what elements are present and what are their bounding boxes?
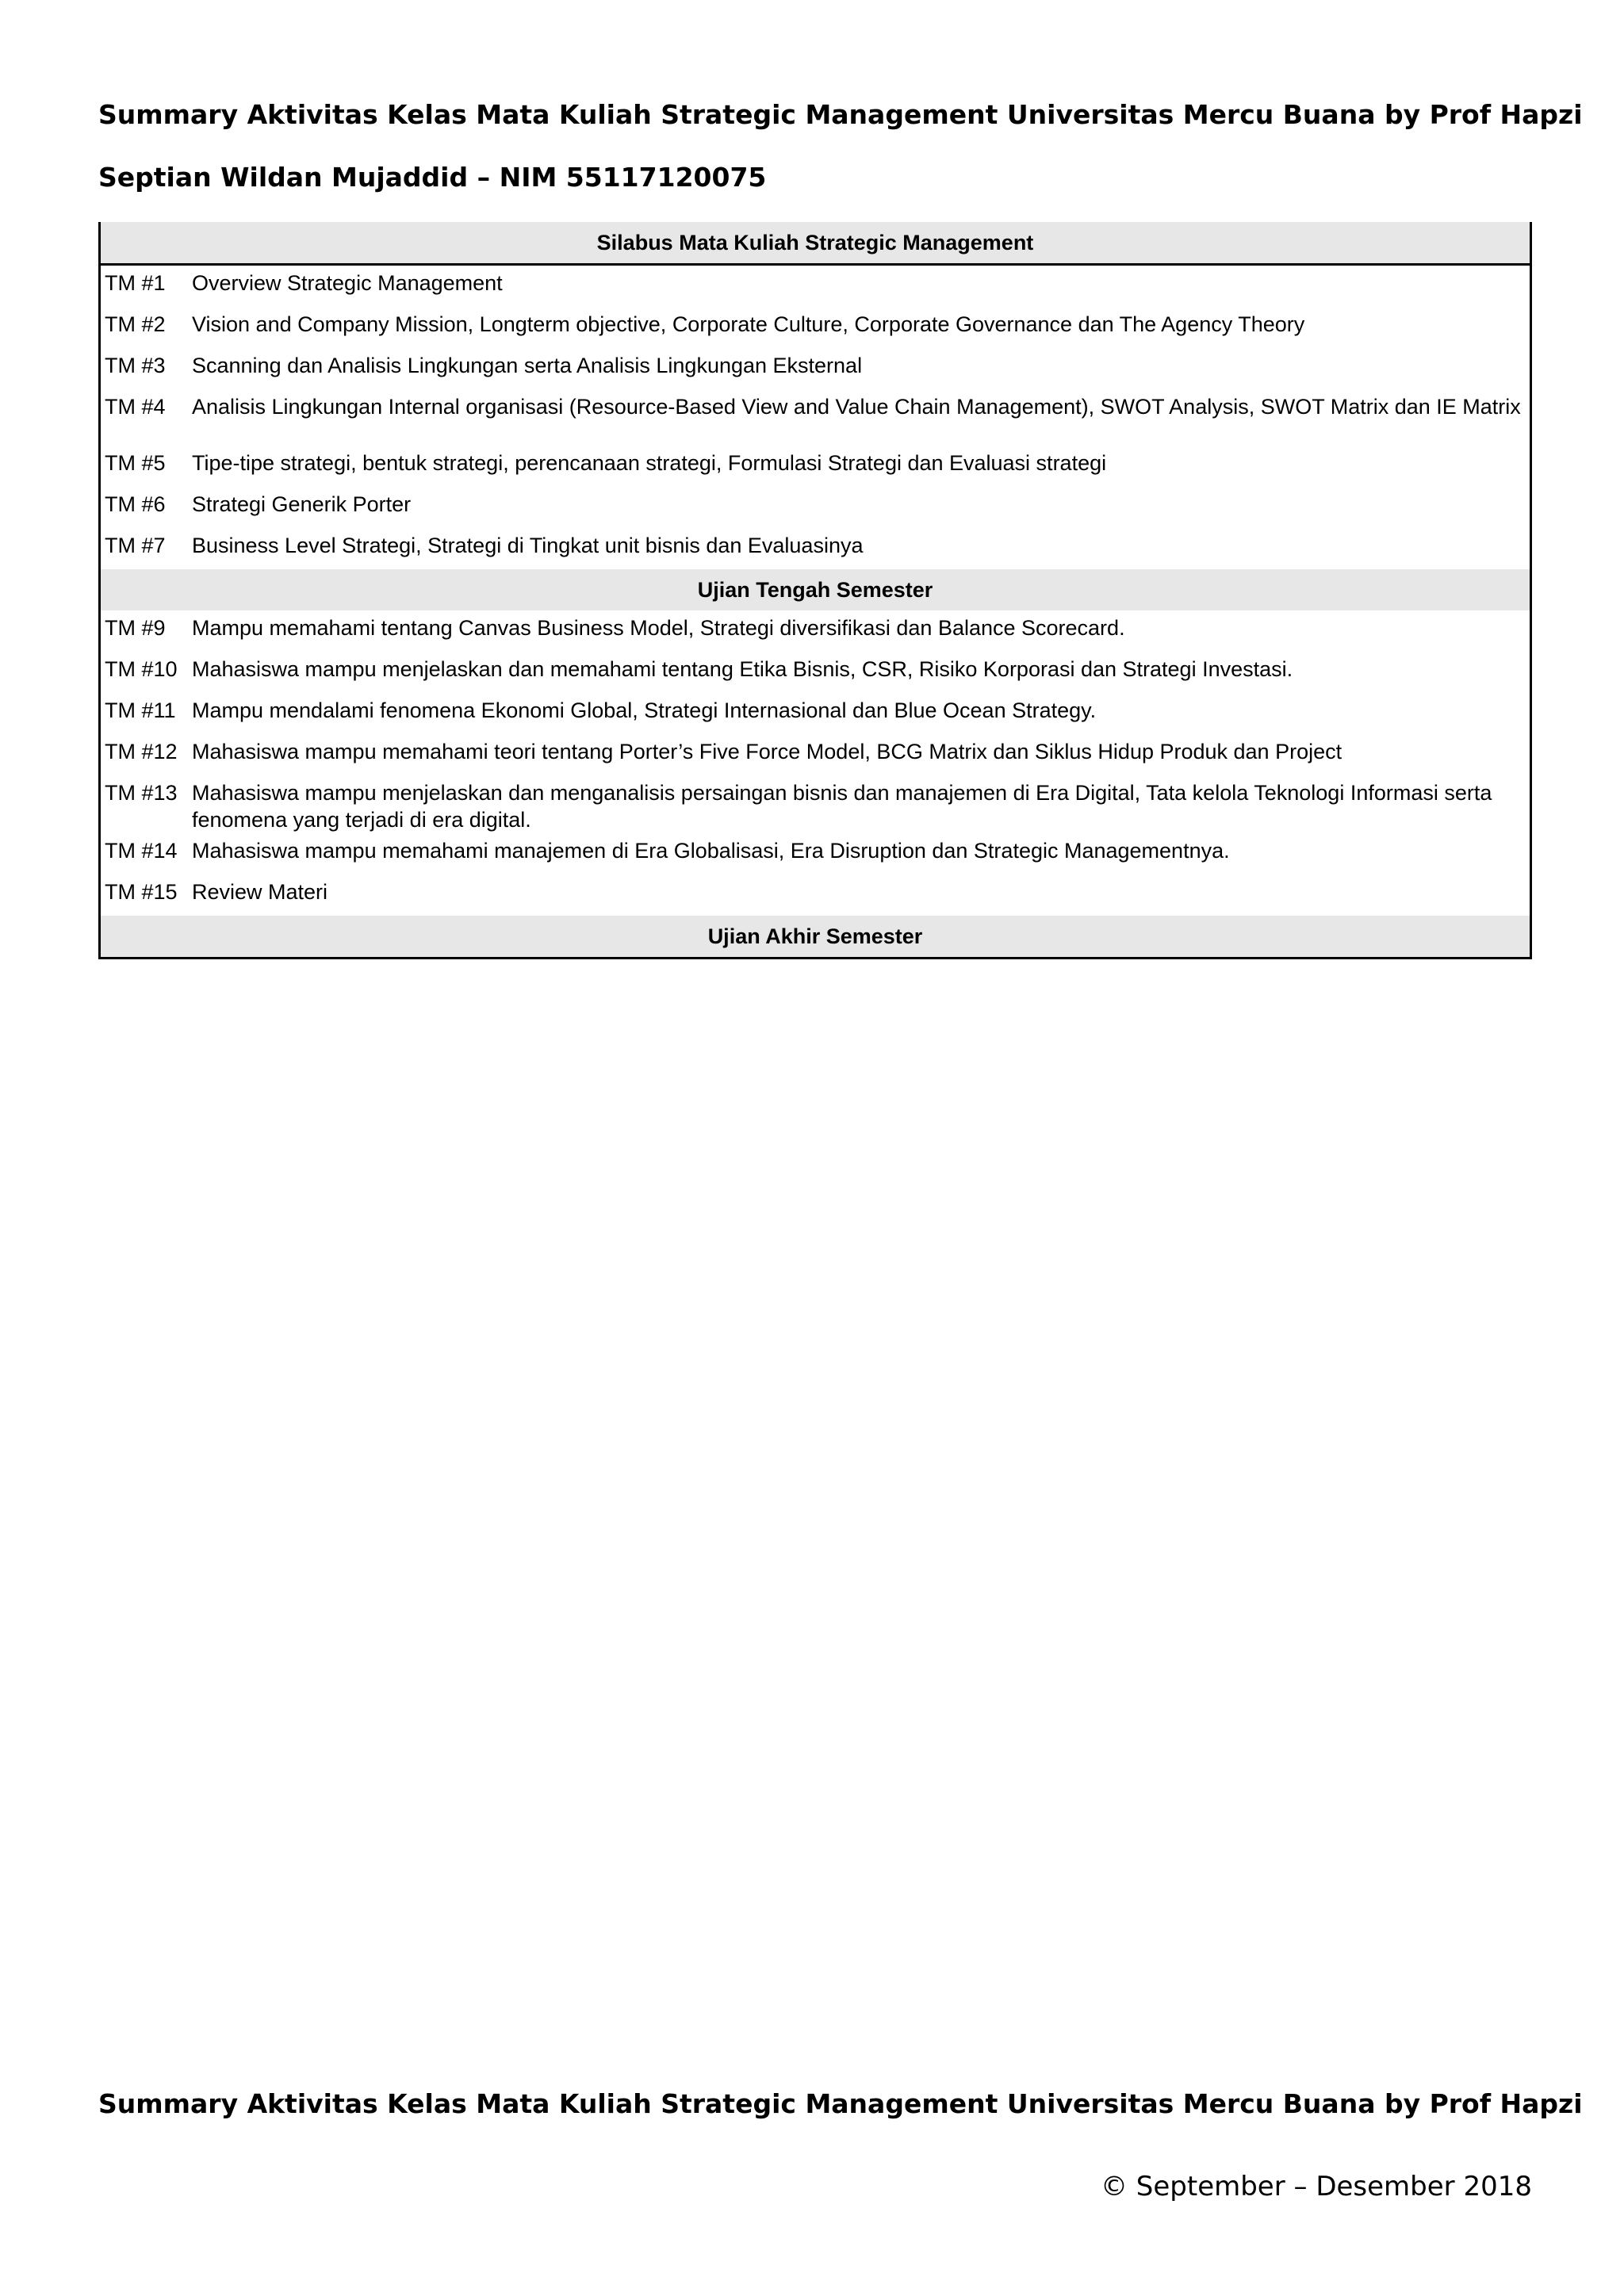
- session-topic: Analisis Lingkungan Internal organisasi (Resource-Based View and Value Chain Management), SWOT Analysis, SWOT Matrix dan IE Matrix: [192, 395, 1521, 419]
- final-exam-band: Ujian Akhir Semester: [101, 916, 1530, 957]
- session-topic: Overview Strategic Management: [192, 271, 503, 295]
- session-topic: Mahasiswa mampu menjelaskan dan menganalisis persaingan bisnis dan manajemen di Era Digital, Tata kelola Teknologi Informasi serta fenomena yang terjadi di era digital.: [192, 781, 1492, 832]
- syllabus-table: [98, 222, 1532, 959]
- table-row: [101, 307, 1530, 348]
- session-code: TM #15: [105, 880, 178, 904]
- syllabus-title: Silabus Mata Kuliah Strategic Management: [101, 222, 1530, 266]
- session-code: TM #12: [105, 740, 178, 763]
- table-row: [101, 348, 1530, 389]
- session-code: TM #6: [105, 492, 166, 516]
- midterm-band: Ujian Tengah Semester: [101, 569, 1530, 610]
- session-topic: Mampu mendalami fenomena Ekonomi Global, Strategi Internasional dan Blue Ocean Strategy.: [192, 698, 1097, 722]
- session-code: TM #1: [105, 271, 166, 295]
- session-code: TM #3: [105, 354, 166, 377]
- table-row: [101, 446, 1530, 487]
- table-row: [101, 389, 1530, 446]
- footer-date: © September – Desember 2018: [1100, 2171, 1532, 2202]
- session-code: TM #13: [105, 781, 178, 805]
- session-topic: Scanning dan Analisis Lingkungan serta Analisis Lingkungan Eksternal: [192, 354, 863, 377]
- session-topic: Review Materi: [192, 880, 328, 904]
- table-row: [101, 266, 1530, 307]
- table-row: [101, 610, 1530, 652]
- session-topic: Vision and Company Mission, Longterm objective, Corporate Culture, Corporate Governance dan The Agency Theory: [192, 312, 1305, 336]
- table-row: [101, 487, 1530, 528]
- table-row: [101, 775, 1530, 833]
- footer-title: Summary Aktivitas Kelas Mata Kuliah Strategic Management Universitas Mercu Buana by Prof Hapzi: [98, 2088, 1583, 2119]
- session-topic: Business Level Strategi, Strategi di Tingkat unit bisnis dan Evaluasinya: [192, 534, 864, 557]
- session-code: TM #11: [105, 698, 176, 722]
- session-topic: Mahasiswa mampu memahami teori tentang Porter’s Five Force Model, BCG Matrix dan Siklus Hidup Produk dan Project: [192, 740, 1342, 763]
- session-code: TM #14: [105, 839, 178, 863]
- session-topic: Mampu memahami tentang Canvas Business Model, Strategi diversifikasi dan Balance Scorecard.: [192, 616, 1125, 640]
- session-topic: Mahasiswa mampu menjelaskan dan memahami tentang Etika Bisnis, CSR, Risiko Korporasi dan Strategi Investasi.: [192, 657, 1293, 681]
- table-row: [101, 652, 1530, 693]
- table-row: [101, 528, 1530, 569]
- session-code: TM #9: [105, 616, 166, 640]
- document-title: Summary Aktivitas Kelas Mata Kuliah Strategic Management Universitas Mercu Buana by Prof Hapzi: [98, 99, 1583, 130]
- session-code: TM #10: [105, 657, 178, 681]
- table-row: [101, 833, 1530, 874]
- session-topic: Strategi Generik Porter: [192, 492, 412, 516]
- table-row: [101, 693, 1530, 734]
- author-line: Septian Wildan Mujaddid – NIM 55117120075: [98, 162, 767, 193]
- session-topic: Tipe-tipe strategi, bentuk strategi, perencanaan strategi, Formulasi Strategi dan Evaluasi strategi: [192, 451, 1107, 475]
- session-code: TM #7: [105, 534, 166, 557]
- session-code: TM #2: [105, 312, 166, 336]
- table-row: [101, 874, 1530, 916]
- table-row: [101, 734, 1530, 775]
- session-code: TM #5: [105, 451, 166, 475]
- session-code: TM #4: [105, 395, 166, 419]
- session-topic: Mahasiswa mampu memahami manajemen di Era Globalisasi, Era Disruption dan Strategic Managementnya.: [192, 839, 1230, 863]
